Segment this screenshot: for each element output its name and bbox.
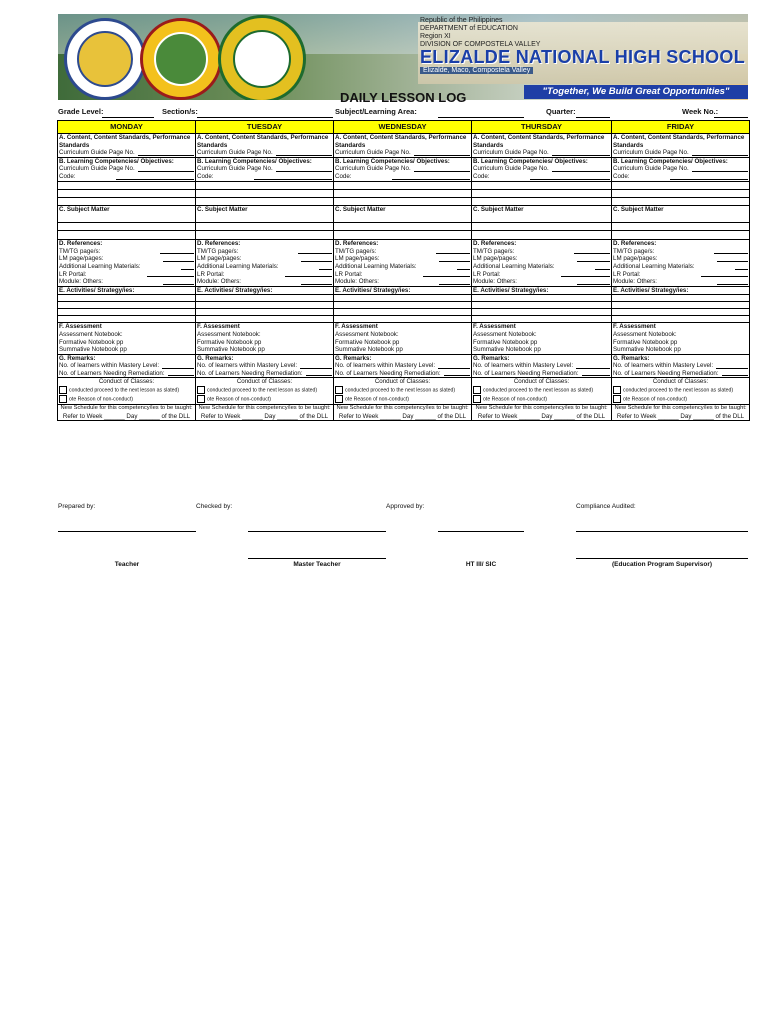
blank-cell[interactable] bbox=[334, 223, 472, 231]
not-conducted-option: ote Reason of non-conduct) bbox=[623, 396, 688, 403]
blank-row[interactable] bbox=[58, 197, 750, 205]
competencies-title: B. Learning Competencies/ Objectives: bbox=[335, 157, 450, 165]
ht-title: HT III/ SIC bbox=[465, 561, 497, 568]
eps-name-line[interactable] bbox=[576, 558, 748, 559]
content-standards-title: A. Content, Content Standards, Performance Standards bbox=[59, 134, 191, 149]
blank-cell[interactable] bbox=[58, 309, 196, 316]
blank-cell[interactable] bbox=[196, 295, 334, 302]
day-cell[interactable] bbox=[196, 405, 334, 421]
conducted-checkbox[interactable] bbox=[613, 386, 621, 394]
division-seal-icon bbox=[140, 18, 222, 100]
teacher-title: Teacher bbox=[114, 561, 140, 568]
day-cell[interactable] bbox=[472, 323, 612, 354]
content-standards-title: A. Content, Content Standards, Performance Standards bbox=[197, 134, 329, 149]
assessment-title: F. Assessment bbox=[197, 323, 240, 331]
day-cell[interactable] bbox=[334, 240, 472, 287]
blank-cell[interactable] bbox=[334, 295, 472, 302]
blank-cell[interactable] bbox=[472, 309, 612, 316]
conducted-option: conducted proceed to the next lesson as slated) bbox=[623, 387, 734, 394]
assessment-notebook: Assessment Notebook: bbox=[473, 330, 537, 338]
code-line[interactable]: Code: bbox=[473, 173, 610, 181]
day-cell[interactable] bbox=[334, 323, 472, 354]
curriculum-guide-line[interactable]: Curriculum Guide Page No. bbox=[197, 165, 332, 173]
references-title: D. References: bbox=[335, 240, 379, 248]
blank-row[interactable] bbox=[58, 231, 750, 240]
blank-cell[interactable] bbox=[612, 302, 750, 309]
blank-row[interactable] bbox=[58, 189, 750, 197]
conduct-label: Conduct of Classes: bbox=[98, 378, 155, 386]
day-header: FRIDAY bbox=[612, 121, 750, 134]
blank-cell[interactable] bbox=[612, 181, 750, 189]
day-cell[interactable] bbox=[196, 205, 334, 223]
references-title: D. References: bbox=[473, 240, 517, 248]
blank-row[interactable] bbox=[58, 295, 750, 302]
blank-row[interactable] bbox=[58, 181, 750, 189]
day-cell[interactable] bbox=[612, 354, 750, 378]
section-label: Section/s: bbox=[162, 107, 198, 116]
school-name: ELIZALDE NATIONAL HIGH SCHOOL bbox=[420, 47, 746, 67]
mastery-line[interactable]: No. of learners within Mastery Level: bbox=[197, 362, 332, 370]
grade-level-label: Grade Level: bbox=[58, 107, 104, 116]
blank-cell[interactable] bbox=[58, 223, 196, 231]
blank-row[interactable] bbox=[58, 302, 750, 309]
not-conducted-option: ote Reason of non-conduct) bbox=[345, 396, 410, 403]
deped-seal-icon bbox=[64, 18, 146, 100]
conducted-option: conducted proceed to the next lesson as slated) bbox=[345, 387, 456, 394]
mastery-line[interactable]: No. of learners within Mastery Level: bbox=[59, 362, 194, 370]
compliance-audited-label: Compliance Audited: bbox=[576, 503, 636, 510]
blank-cell[interactable] bbox=[612, 223, 750, 231]
conduct-label: Conduct of Classes: bbox=[236, 378, 293, 386]
summative-notebook: Summative Notebook pp bbox=[473, 346, 541, 354]
blank-cell[interactable] bbox=[472, 223, 612, 231]
module-line[interactable]: Module: Others: bbox=[197, 278, 332, 286]
banner-agency: Republic of the Philippines DEPARTMENT of EDUCATION Region XI DIVISION OF COMPOSTELA VALLEY bbox=[420, 17, 541, 48]
module-line[interactable]: Module: Others: bbox=[59, 278, 194, 286]
additional-materials-line[interactable]: Additional Learning Materials: bbox=[335, 263, 470, 271]
blank-cell[interactable] bbox=[334, 316, 472, 323]
day-cell[interactable] bbox=[196, 134, 334, 158]
day-header: MONDAY bbox=[58, 121, 196, 134]
remediation-line[interactable]: No. of Learners Needing Remediation: bbox=[335, 370, 470, 378]
conducted-option: conducted proceed to the next lesson as slated) bbox=[207, 387, 318, 394]
remarks-row bbox=[58, 354, 750, 378]
new-schedule-label: New Schedule for this competency/ies to be taught: bbox=[475, 405, 608, 411]
days-header-row bbox=[58, 121, 750, 134]
lm-line[interactable]: LM page/pages: bbox=[613, 255, 748, 263]
curriculum-guide-line[interactable]: Curriculum Guide Page No. bbox=[613, 165, 748, 173]
blank-cell[interactable] bbox=[612, 309, 750, 316]
remarks-title: G. Remarks: bbox=[613, 354, 650, 362]
formative-notebook: Formative Notebook pp bbox=[613, 338, 678, 346]
mastery-line[interactable]: No. of learners within Mastery Level: bbox=[613, 362, 748, 370]
activities-title: E. Activities/ Strategy/ies: bbox=[335, 286, 411, 294]
day-cell[interactable] bbox=[58, 378, 196, 405]
subject-matter-row bbox=[58, 205, 750, 223]
blank-cell[interactable] bbox=[58, 181, 196, 189]
assessment-title: F. Assessment bbox=[613, 323, 656, 331]
tm-tg-line[interactable]: TM/TG page/s: bbox=[197, 248, 332, 256]
blank-cell[interactable] bbox=[334, 231, 472, 240]
not-conducted-checkbox[interactable] bbox=[613, 395, 621, 403]
blank-cell[interactable] bbox=[472, 302, 612, 309]
master-teacher-title: Master Teacher bbox=[293, 561, 341, 568]
blank-cell[interactable] bbox=[334, 197, 472, 205]
blank-row[interactable] bbox=[58, 223, 750, 231]
blank-cell[interactable] bbox=[612, 295, 750, 302]
blank-cell[interactable] bbox=[334, 189, 472, 197]
subject-matter-title: C. Subject Matter bbox=[335, 205, 386, 213]
blank-cell[interactable] bbox=[472, 231, 612, 240]
lr-portal-line[interactable]: LR Portal: bbox=[59, 271, 194, 279]
blank-cell[interactable] bbox=[472, 316, 612, 323]
curriculum-guide-line[interactable]: Curriculum Guide Page No. bbox=[473, 165, 610, 173]
day-cell[interactable] bbox=[612, 134, 750, 158]
not-conducted-option: ote Reason of non-conduct) bbox=[69, 396, 134, 403]
remarks-title: G. Remarks: bbox=[197, 354, 234, 362]
conduct-label: Conduct of Classes: bbox=[513, 378, 570, 386]
mastery-line[interactable]: No. of learners within Mastery Level: bbox=[473, 362, 610, 370]
summative-notebook: Summative Notebook pp bbox=[335, 346, 403, 354]
additional-materials-line[interactable]: Additional Learning Materials: bbox=[197, 263, 332, 271]
day-cell[interactable] bbox=[334, 354, 472, 378]
tm-tg-line[interactable]: TM/TG page/s: bbox=[59, 248, 194, 256]
code-line[interactable]: Code: bbox=[59, 173, 194, 181]
blank-cell[interactable] bbox=[334, 309, 472, 316]
blank-cell[interactable] bbox=[58, 189, 196, 197]
blank-cell[interactable] bbox=[58, 302, 196, 309]
additional-materials-line[interactable]: Additional Learning Materials: bbox=[473, 263, 610, 271]
assessment-notebook: Assessment Notebook: bbox=[59, 330, 123, 338]
day-cell[interactable] bbox=[472, 240, 612, 287]
references-row bbox=[58, 240, 750, 287]
day-cell[interactable] bbox=[612, 323, 750, 354]
blank-cell[interactable] bbox=[196, 231, 334, 240]
day-cell[interactable] bbox=[472, 157, 612, 181]
day-cell[interactable] bbox=[58, 157, 196, 181]
references-title: D. References: bbox=[59, 240, 103, 248]
day-cell[interactable] bbox=[196, 378, 334, 405]
day-header: TUESDAY bbox=[196, 121, 334, 134]
blank-cell[interactable] bbox=[612, 316, 750, 323]
conduct-row bbox=[58, 378, 750, 405]
day-cell[interactable] bbox=[472, 286, 612, 295]
week-field[interactable] bbox=[714, 117, 748, 118]
formative-notebook: Formative Notebook pp bbox=[59, 338, 124, 346]
remarks-title: G. Remarks: bbox=[473, 354, 510, 362]
additional-materials-line[interactable]: Additional Learning Materials: bbox=[59, 263, 194, 271]
remediation-line[interactable]: No. of Learners Needing Remediation: bbox=[59, 370, 194, 378]
blank-cell[interactable] bbox=[196, 223, 334, 231]
additional-materials-line[interactable]: Additional Learning Materials: bbox=[613, 263, 748, 271]
remediation-line[interactable]: No. of Learners Needing Remediation: bbox=[613, 370, 748, 378]
day-cell[interactable] bbox=[196, 240, 334, 287]
blank-cell[interactable] bbox=[196, 302, 334, 309]
day-cell[interactable] bbox=[196, 157, 334, 181]
not-conducted-checkbox[interactable] bbox=[59, 395, 67, 403]
curriculum-guide-line[interactable]: Curriculum Guide Page No. bbox=[197, 149, 332, 157]
new-schedule-label: New Schedule for this competency/ies to be taught: bbox=[198, 405, 331, 411]
code-line[interactable]: Code: bbox=[197, 173, 332, 181]
day-cell[interactable] bbox=[196, 354, 334, 378]
assessment-title: F. Assessment bbox=[59, 323, 102, 331]
conduct-label: Conduct of Classes: bbox=[374, 378, 431, 386]
formative-notebook: Formative Notebook pp bbox=[197, 338, 262, 346]
subject-field[interactable] bbox=[438, 117, 524, 118]
day-cell[interactable] bbox=[58, 240, 196, 287]
lr-portal-line[interactable]: LR Portal: bbox=[197, 271, 332, 279]
content-standards-title: A. Content, Content Standards, Performance Standards bbox=[473, 134, 605, 149]
curriculum-guide-line[interactable]: Curriculum Guide Page No. bbox=[59, 149, 194, 157]
blank-cell[interactable] bbox=[58, 316, 196, 323]
day-cell[interactable] bbox=[612, 205, 750, 223]
day-cell[interactable] bbox=[472, 405, 612, 421]
remediation-line[interactable]: No. of Learners Needing Remediation: bbox=[473, 370, 610, 378]
curriculum-guide-line[interactable]: Curriculum Guide Page No. bbox=[473, 149, 610, 157]
conducted-checkbox[interactable] bbox=[473, 386, 481, 394]
assessment-notebook: Assessment Notebook: bbox=[613, 330, 677, 338]
tm-tg-line[interactable]: TM/TG page/s: bbox=[473, 248, 610, 256]
curriculum-guide-line[interactable]: Curriculum Guide Page No. bbox=[613, 149, 748, 157]
code-line[interactable]: Code: bbox=[613, 173, 748, 181]
day-cell[interactable] bbox=[334, 205, 472, 223]
day-cell[interactable] bbox=[58, 286, 196, 295]
not-conducted-checkbox[interactable] bbox=[335, 395, 343, 403]
lm-line[interactable]: LM page/pages: bbox=[197, 255, 332, 263]
competencies-title: B. Learning Competencies/ Objectives: bbox=[473, 157, 588, 165]
references-title: D. References: bbox=[197, 240, 241, 248]
not-conducted-option: ote Reason of non-conduct) bbox=[207, 396, 272, 403]
day-cell[interactable] bbox=[334, 286, 472, 295]
activities-title: E. Activities/ Strategy/ies: bbox=[613, 286, 689, 294]
content-standards-row bbox=[58, 134, 750, 158]
lm-line[interactable]: LM page/pages: bbox=[335, 255, 470, 263]
section-field[interactable] bbox=[197, 117, 333, 118]
blank-cell[interactable] bbox=[196, 316, 334, 323]
remarks-title: G. Remarks: bbox=[335, 354, 372, 362]
formative-notebook: Formative Notebook pp bbox=[335, 338, 400, 346]
subject-label: Subject/Learning Area: bbox=[335, 107, 417, 116]
references-title: D. References: bbox=[613, 240, 657, 248]
day-header: THURSDAY bbox=[472, 121, 612, 134]
subject-matter-title: C. Subject Matter bbox=[197, 205, 248, 213]
new-schedule-label: New Schedule for this competency/ies to be taught: bbox=[60, 405, 193, 411]
curriculum-guide-line[interactable]: Curriculum Guide Page No. bbox=[335, 165, 470, 173]
day-cell[interactable] bbox=[196, 323, 334, 354]
refer-line[interactable]: Refer to Week ______ Day ______ of the DLL bbox=[338, 412, 467, 420]
day-cell[interactable] bbox=[472, 134, 612, 158]
day-cell[interactable] bbox=[612, 240, 750, 287]
blank-cell[interactable] bbox=[58, 231, 196, 240]
eps-title: (Education Program Supervisor) bbox=[611, 561, 713, 568]
day-cell[interactable] bbox=[58, 405, 196, 421]
prepared-by-label: Prepared by: bbox=[58, 503, 96, 510]
not-conducted-checkbox[interactable] bbox=[197, 395, 205, 403]
day-cell[interactable] bbox=[612, 286, 750, 295]
blank-cell[interactable] bbox=[196, 189, 334, 197]
day-cell[interactable] bbox=[196, 286, 334, 295]
module-line[interactable]: Module: Others: bbox=[613, 278, 748, 286]
module-line[interactable]: Module: Others: bbox=[473, 278, 610, 286]
blank-cell[interactable] bbox=[334, 181, 472, 189]
remarks-title: G. Remarks: bbox=[59, 354, 96, 362]
day-cell[interactable] bbox=[334, 134, 472, 158]
subject-matter-title: C. Subject Matter bbox=[59, 205, 110, 213]
eps-signature-line[interactable] bbox=[576, 531, 748, 532]
competencies-title: B. Learning Competencies/ Objectives: bbox=[197, 157, 312, 165]
school-seal-icon bbox=[218, 15, 306, 100]
competencies-title: B. Learning Competencies/ Objectives: bbox=[59, 157, 174, 165]
not-conducted-option: ote Reason of non-conduct) bbox=[483, 396, 548, 403]
blank-cell[interactable] bbox=[472, 295, 612, 302]
assessment-row bbox=[58, 323, 750, 354]
week-label: Week No.: bbox=[682, 107, 719, 116]
day-cell[interactable] bbox=[472, 378, 612, 405]
blank-cell[interactable] bbox=[58, 295, 196, 302]
code-line[interactable]: Code: bbox=[335, 173, 470, 181]
not-conducted-checkbox[interactable] bbox=[473, 395, 481, 403]
master-teacher-signature-line[interactable] bbox=[248, 531, 386, 532]
lm-line[interactable]: LM page/pages: bbox=[59, 255, 194, 263]
blank-cell[interactable] bbox=[612, 197, 750, 205]
day-cell[interactable] bbox=[58, 323, 196, 354]
day-cell[interactable] bbox=[58, 134, 196, 158]
mastery-line[interactable]: No. of learners within Mastery Level: bbox=[335, 362, 470, 370]
conducted-checkbox[interactable] bbox=[335, 386, 343, 394]
content-standards-title: A. Content, Content Standards, Performance Standards bbox=[613, 134, 745, 149]
school-motto: "Together, We Build Great Opportunities" bbox=[524, 85, 748, 99]
module-line[interactable]: Module: Others: bbox=[335, 278, 470, 286]
competencies-title: B. Learning Competencies/ Objectives: bbox=[613, 157, 728, 165]
summative-notebook: Summative Notebook pp bbox=[59, 346, 127, 354]
day-cell[interactable] bbox=[334, 405, 472, 421]
blank-cell[interactable] bbox=[612, 189, 750, 197]
blank-cell[interactable] bbox=[472, 181, 612, 189]
day-header: WEDNESDAY bbox=[334, 121, 472, 134]
summative-notebook: Summative Notebook pp bbox=[197, 346, 265, 354]
summative-notebook: Summative Notebook pp bbox=[613, 346, 681, 354]
refer-line[interactable]: Refer to Week ______ Day ______ of the DLL bbox=[477, 412, 606, 420]
assessment-notebook: Assessment Notebook: bbox=[197, 330, 261, 338]
blank-cell[interactable] bbox=[196, 309, 334, 316]
subject-matter-title: C. Subject Matter bbox=[473, 205, 524, 213]
day-cell[interactable] bbox=[612, 157, 750, 181]
refer-line[interactable]: Refer to Week ______ Day ______ of the DLL bbox=[200, 412, 329, 420]
checked-by-label: Checked by: bbox=[196, 503, 233, 510]
teacher-signature-line[interactable] bbox=[58, 531, 196, 532]
blank-row[interactable] bbox=[58, 309, 750, 316]
new-schedule-label: New Schedule for this competency/ies to be taught: bbox=[614, 405, 747, 411]
conducted-checkbox[interactable] bbox=[59, 386, 67, 394]
day-cell[interactable] bbox=[472, 205, 612, 223]
remediation-line[interactable]: No. of Learners Needing Remediation: bbox=[197, 370, 332, 378]
blank-cell[interactable] bbox=[196, 197, 334, 205]
conduct-label: Conduct of Classes: bbox=[652, 378, 709, 386]
tm-tg-line[interactable]: TM/TG page/s: bbox=[335, 248, 470, 256]
lr-portal-line[interactable]: LR Portal: bbox=[335, 271, 470, 279]
lesson-log-table bbox=[57, 120, 750, 421]
refer-line[interactable]: Refer to Week ______ Day ______ of the DLL bbox=[616, 412, 745, 420]
day-cell[interactable] bbox=[612, 405, 750, 421]
quarter-label: Quarter: bbox=[546, 107, 576, 116]
blank-cell[interactable] bbox=[472, 189, 612, 197]
master-teacher-name-line[interactable] bbox=[248, 558, 386, 559]
lm-line[interactable]: LM page/pages: bbox=[473, 255, 610, 263]
subject-matter-title: C. Subject Matter bbox=[613, 205, 664, 213]
conducted-option: conducted proceed to the next lesson as slated) bbox=[69, 387, 180, 394]
blank-cell[interactable] bbox=[334, 302, 472, 309]
activities-row bbox=[58, 286, 750, 295]
page-title: DAILY LESSON LOG bbox=[340, 90, 467, 105]
lr-portal-line[interactable]: LR Portal: bbox=[473, 271, 610, 279]
new-schedule-label: New Schedule for this competency/ies to be taught: bbox=[336, 405, 469, 411]
activities-title: E. Activities/ Strategy/ies: bbox=[197, 286, 273, 294]
blank-row[interactable] bbox=[58, 316, 750, 323]
activities-title: E. Activities/ Strategy/ies: bbox=[473, 286, 549, 294]
school-banner bbox=[58, 14, 748, 100]
blank-cell[interactable] bbox=[472, 197, 612, 205]
competencies-row bbox=[58, 157, 750, 181]
lr-portal-line[interactable]: LR Portal: bbox=[613, 271, 748, 279]
day-cell[interactable] bbox=[58, 205, 196, 223]
day-cell[interactable] bbox=[334, 378, 472, 405]
schedule-row bbox=[58, 405, 750, 421]
assessment-title: F. Assessment bbox=[335, 323, 378, 331]
blank-cell[interactable] bbox=[612, 231, 750, 240]
day-cell[interactable] bbox=[472, 354, 612, 378]
grade-level-field[interactable] bbox=[102, 117, 154, 118]
activities-title: E. Activities/ Strategy/ies: bbox=[59, 286, 135, 294]
curriculum-guide-line[interactable]: Curriculum Guide Page No. bbox=[335, 149, 470, 157]
curriculum-guide-line[interactable]: Curriculum Guide Page No. bbox=[59, 165, 194, 173]
content-standards-title: A. Content, Content Standards, Performance Standards bbox=[335, 134, 467, 149]
ht-signature-line[interactable] bbox=[438, 531, 524, 532]
conducted-option: conducted proceed to the next lesson as slated) bbox=[483, 387, 594, 394]
refer-line[interactable]: Refer to Week ______ Day ______ of the DLL bbox=[62, 412, 191, 420]
day-cell[interactable] bbox=[334, 157, 472, 181]
quarter-field[interactable] bbox=[576, 117, 610, 118]
conducted-checkbox[interactable] bbox=[197, 386, 205, 394]
blank-cell[interactable] bbox=[196, 181, 334, 189]
assessment-notebook: Assessment Notebook: bbox=[335, 330, 399, 338]
approved-by-label: Approved by: bbox=[386, 503, 425, 510]
blank-cell[interactable] bbox=[58, 197, 196, 205]
day-cell[interactable] bbox=[58, 354, 196, 378]
tm-tg-line[interactable]: TM/TG page/s: bbox=[613, 248, 748, 256]
formative-notebook: Formative Notebook pp bbox=[473, 338, 538, 346]
school-address: Elizalde, Maco, Compostela Valley bbox=[420, 67, 533, 74]
day-cell[interactable] bbox=[612, 378, 750, 405]
assessment-title: F. Assessment bbox=[473, 323, 516, 331]
